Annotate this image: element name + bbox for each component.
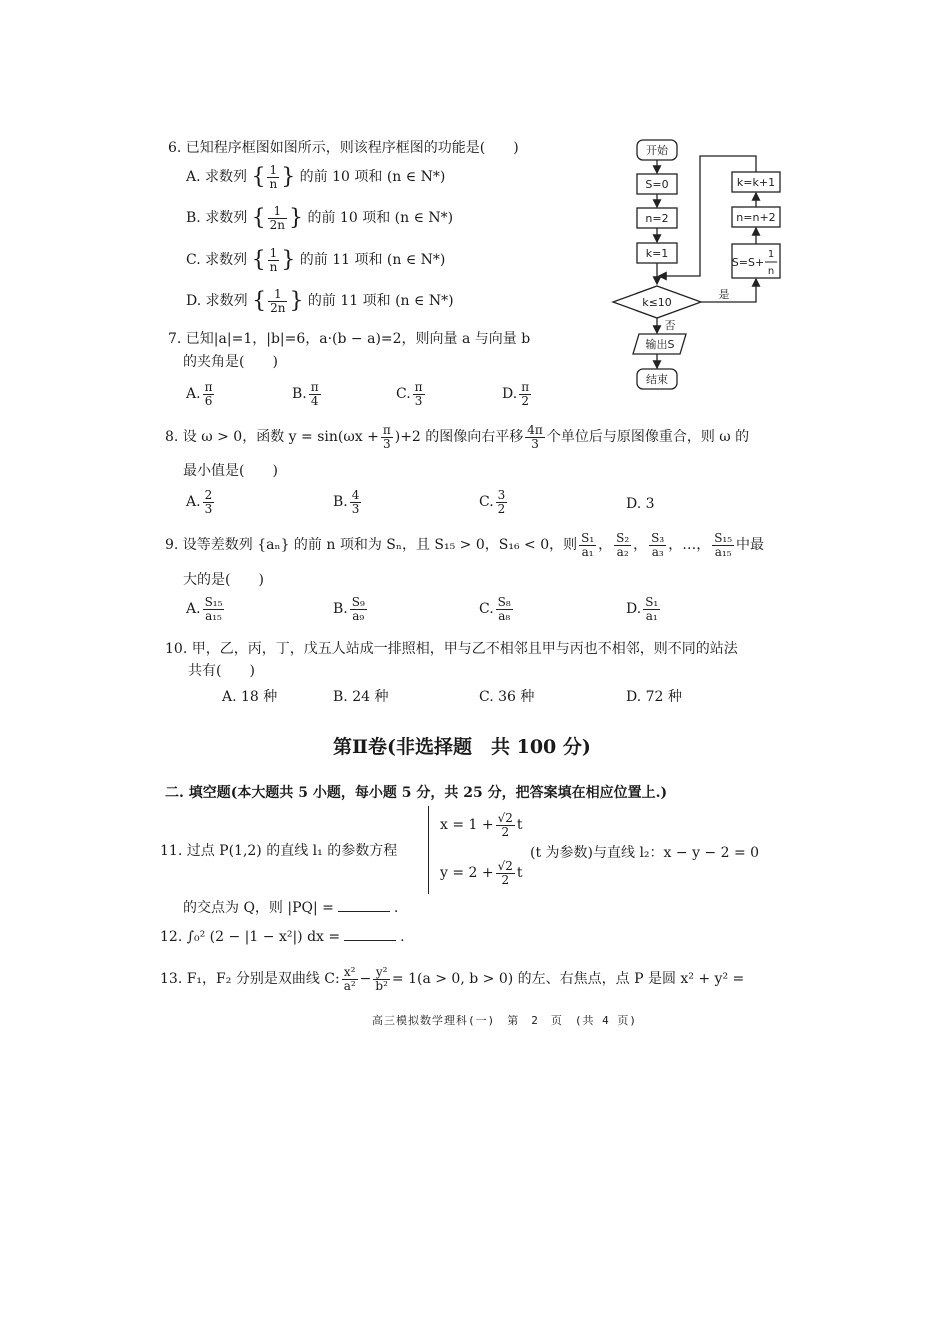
q9-text-part1: 9. 设等差数列 {aₙ} 的前 n 项和为 Sₙ，且 S₁₅ > 0，S₁₆ < 0，则 — [165, 537, 578, 554]
denominator: b² — [375, 978, 388, 993]
option-prefix: C. 求数列 — [186, 252, 248, 269]
brace-left: { — [251, 247, 266, 273]
option-label: D. — [626, 601, 642, 618]
q9-option-b — [333, 596, 369, 622]
denominator: a₁ — [581, 544, 594, 559]
denominator: n — [269, 176, 278, 191]
q8-text-part1: 8. 设 ω > 0，函数 y = sin(ωx + — [165, 429, 379, 446]
flow-supdate-den: n — [767, 266, 775, 277]
numerator: S₂ — [616, 531, 630, 545]
numerator: 1 — [268, 205, 287, 219]
q8-line2: 最小值是( ) — [183, 463, 278, 479]
brace-left: { — [252, 288, 267, 314]
denominator: a₁₅ — [205, 608, 222, 623]
q12-line — [160, 929, 405, 945]
q9-line2: 大的是( ) — [183, 572, 264, 588]
minus-sign: − — [359, 971, 372, 988]
brace-right: } — [281, 164, 296, 190]
option-prefix: D. 求数列 — [186, 293, 248, 310]
denominator: 2 — [497, 501, 506, 516]
flow-ninc-label: n=n+2 — [736, 211, 776, 224]
option-label: C. — [479, 494, 494, 511]
fraction — [712, 532, 734, 558]
q11-line2-text: 的交点为 Q，则 |PQ| = — [183, 900, 334, 916]
numerator: S₁₅ — [204, 595, 223, 609]
option-label: D. — [502, 386, 518, 403]
q8-text-part3: 个单位后与原图像重合，则 ω 的 — [546, 429, 750, 446]
q9-option-d — [626, 596, 662, 622]
q12-text: 12. ∫₀² (2 − |1 − x²|) dx = — [160, 929, 341, 945]
fraction — [496, 812, 515, 838]
q8-text-part2: )+2 的图像向右平移 — [394, 429, 524, 446]
numerator: π — [204, 380, 213, 394]
fraction — [268, 205, 287, 231]
denominator: 3 — [351, 501, 360, 516]
q7-line1: 7. 已知|a|=1，|b|=6，a·(b − a)=2，则向量 a 与向量 b — [168, 331, 531, 347]
q10-option-b: B. 24 种 — [333, 689, 389, 705]
q10-option-c: C. 36 种 — [479, 689, 535, 705]
section-2-heading: 二. 填空题(本大题共 5 小题，每小题 5 分，共 25 分，把答案填在相应位置上.) — [165, 785, 668, 801]
denominator: a² — [343, 978, 356, 993]
q13-line — [160, 966, 744, 992]
q7-option-b — [292, 381, 323, 407]
q10-line2: 共有( ) — [188, 663, 255, 679]
numerator: S₁ — [581, 531, 595, 545]
option-label: C. — [479, 601, 494, 618]
fraction — [203, 381, 215, 407]
denominator: a₁ — [645, 608, 658, 623]
q11-equation-y — [440, 860, 523, 886]
q8-option-c — [479, 489, 509, 515]
denominator: 2 — [501, 872, 510, 887]
flow-n2-label: n=2 — [645, 212, 669, 225]
section-2-title: 第Ⅱ卷(非选择题 共 100 分) — [333, 736, 591, 758]
option-label: A. — [186, 494, 201, 511]
flow-output-label: 输出S — [645, 338, 675, 351]
fraction — [643, 596, 660, 622]
eq-text: x = 1 + — [440, 817, 494, 834]
q7-option-a — [186, 381, 216, 407]
fraction — [309, 381, 321, 407]
numerator: π — [521, 380, 530, 394]
flow-k1-label: k=1 — [645, 247, 669, 260]
brace-right: } — [281, 247, 296, 273]
eq-param: t — [516, 865, 523, 882]
numerator: √2 — [497, 811, 513, 825]
numerator: 1 — [268, 247, 280, 261]
q8-option-a — [186, 489, 216, 515]
q9-comma: ， — [633, 537, 648, 554]
fraction — [268, 247, 280, 273]
denominator: 3 — [531, 436, 539, 451]
fraction — [413, 381, 425, 407]
option-suffix: 的前 10 项和 (n ∈ N*) — [307, 210, 454, 227]
denominator: 2n — [269, 217, 286, 232]
fraction — [496, 596, 513, 622]
brace-right: } — [289, 288, 304, 314]
flowchart — [608, 136, 798, 398]
numerator: 3 — [497, 488, 506, 502]
denominator: 2n — [270, 300, 286, 315]
fraction — [496, 860, 515, 886]
brace-right: } — [289, 205, 304, 231]
q11-system-brace — [428, 806, 431, 894]
denominator: 3 — [204, 501, 213, 516]
numerator: x² — [342, 966, 358, 980]
q9-option-a — [186, 596, 226, 622]
fraction — [350, 596, 367, 622]
fraction — [268, 288, 287, 314]
q9-line1 — [165, 532, 764, 558]
q11-equation-x — [440, 812, 523, 838]
denominator: a₈ — [498, 608, 511, 623]
flow-end-label: 结束 — [646, 373, 668, 386]
eq-param: t — [516, 817, 523, 834]
denominator: 6 — [204, 393, 213, 408]
fraction — [350, 489, 362, 515]
denominator: 2 — [521, 393, 529, 408]
denominator: 4 — [310, 393, 319, 408]
q9-option-c — [479, 596, 515, 622]
page-footer: 高三模拟数学理科(一) 第 2 页 (共 4 页) — [372, 1014, 637, 1027]
q10-option-a: A. 18 种 — [222, 689, 278, 705]
flow-no-label: 否 — [664, 319, 676, 332]
fraction — [381, 424, 393, 450]
numerator: S₉ — [351, 595, 365, 609]
denominator: 3 — [414, 393, 423, 408]
fraction — [579, 532, 596, 558]
option-prefix: A. 求数列 — [186, 169, 248, 186]
q6-option-d — [186, 288, 454, 314]
numerator: 2 — [204, 488, 213, 502]
fraction — [614, 532, 631, 558]
numerator: S₁ — [645, 595, 659, 609]
q13-suffix: = 1(a > 0, b > 0) 的左、右焦点，点 P 是圆 x² + y² = — [391, 971, 745, 988]
option-label: A. — [186, 601, 201, 618]
fraction — [649, 532, 666, 558]
q7-option-d — [502, 381, 533, 407]
q6-option-c — [186, 247, 445, 273]
numerator: π — [414, 380, 423, 394]
denominator: a₂ — [616, 544, 629, 559]
numerator: 1 — [268, 288, 287, 302]
denominator: a₃ — [651, 544, 664, 559]
brace-left: { — [251, 205, 266, 231]
answer-blank[interactable] — [344, 940, 396, 941]
brace-left: { — [251, 164, 266, 190]
numerator: π — [382, 423, 391, 437]
q6-option-b — [186, 205, 453, 231]
q13-prefix: 13. F₁，F₂ 分别是双曲线 C: — [160, 971, 340, 988]
denominator: n — [269, 259, 278, 274]
option-label: C. — [396, 386, 411, 403]
fraction — [525, 424, 545, 450]
numerator: √2 — [497, 859, 513, 873]
q9-ellipsis: ，…， — [668, 537, 711, 554]
flow-yes-label: 是 — [718, 288, 730, 301]
q8-option-b — [333, 489, 363, 515]
q8-line1 — [165, 424, 749, 450]
q10-line1: 10. 甲，乙，丙，丁，戊五人站成一排照相，甲与乙不相邻且甲与丙也不相邻，则不同的站法 — [165, 641, 738, 657]
fraction — [342, 966, 358, 992]
q12-period: . — [400, 929, 405, 945]
q6-stem: 6. 已知程序框图如图所示，则该程序框图的功能是( ) — [168, 140, 519, 156]
fraction — [496, 489, 508, 515]
q11-line2 — [183, 897, 398, 917]
denominator: 3 — [382, 436, 391, 451]
option-label: A. — [186, 386, 201, 403]
denominator: 2 — [501, 824, 510, 839]
numerator: π — [310, 380, 319, 394]
numerator: y² — [373, 966, 390, 980]
q9-comma: ， — [598, 537, 613, 554]
flow-supdate-num: 1 — [767, 249, 775, 260]
numerator: S₈ — [497, 595, 511, 609]
q10-option-d: D. 72 种 — [626, 689, 682, 705]
fraction — [203, 596, 225, 622]
numerator: 4π — [527, 423, 543, 437]
flow-supdate-label: S=S+ — [731, 256, 765, 269]
q7-line2: 的夹角是( ) — [183, 354, 278, 370]
option-suffix: 的前 11 项和 (n ∈ N*) — [299, 252, 446, 269]
q6-option-a — [186, 164, 445, 190]
option-prefix: B. 求数列 — [186, 210, 248, 227]
numerator: S₃ — [651, 531, 665, 545]
fraction — [519, 381, 531, 407]
q11-period: . — [393, 900, 399, 916]
q7-option-c — [396, 381, 427, 407]
option-label: B. — [333, 494, 348, 511]
flow-kinc-label: k=k+1 — [736, 176, 776, 189]
option-suffix: 的前 11 项和 (n ∈ N*) — [307, 293, 454, 310]
flow-start-label: 开始 — [646, 144, 668, 157]
numerator: S₁₅ — [714, 531, 733, 545]
q11-prefix: 11. 过点 P(1,2) 的直线 l₁ 的参数方程 — [160, 843, 398, 859]
answer-blank[interactable] — [338, 911, 390, 912]
denominator: a₁₅ — [714, 544, 732, 559]
flow-s0-label: S=0 — [645, 178, 669, 191]
denominator: a₉ — [352, 608, 365, 623]
fraction — [373, 966, 390, 992]
q9-text-part2: 中最 — [736, 537, 765, 554]
q11-suffix: (t 为参数)与直线 l₂：x − y − 2 = 0 — [530, 845, 760, 861]
q8-option-d: D. 3 — [626, 496, 655, 512]
numerator: 4 — [351, 488, 360, 502]
option-suffix: 的前 10 项和 (n ∈ N*) — [299, 169, 446, 186]
fraction — [267, 164, 279, 190]
numerator: 1 — [267, 164, 279, 178]
fraction — [203, 489, 215, 515]
flow-condition-label: k≤10 — [642, 296, 672, 309]
eq-text: y = 2 + — [440, 865, 494, 882]
option-label: B. — [292, 386, 307, 403]
option-label: B. — [333, 601, 348, 618]
